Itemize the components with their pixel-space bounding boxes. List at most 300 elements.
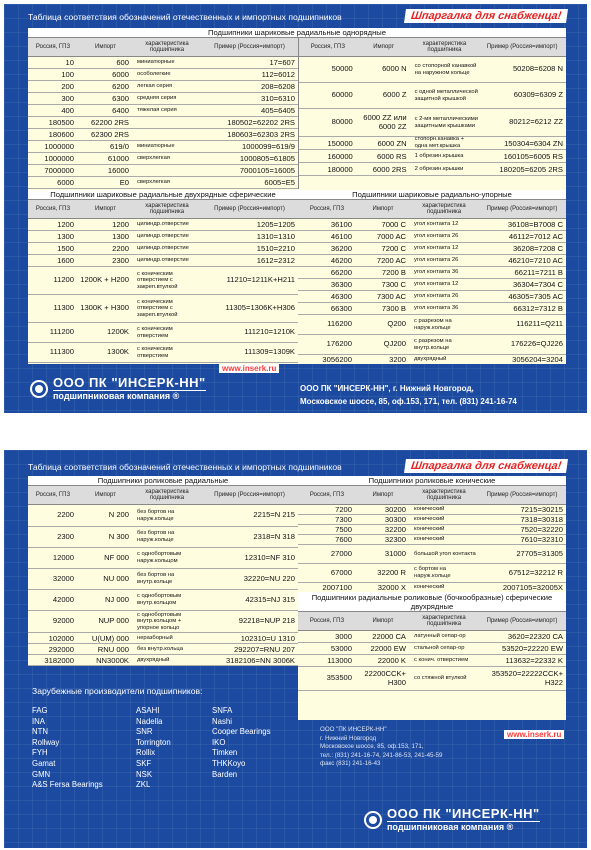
cell: угол контакта 12 (414, 281, 459, 288)
table-row (28, 177, 298, 189)
company-address (300, 382, 517, 408)
cell: без бортов на наруж.кольце (137, 508, 175, 522)
manufacturer-name: NSK (136, 769, 153, 779)
cell: 1000805=61805 (239, 154, 295, 163)
logo-icon (30, 380, 48, 398)
cell: 92000 (52, 616, 74, 626)
cell: 46112=7012 AC (508, 232, 563, 241)
table-row (299, 83, 566, 109)
cell: 31000 (384, 548, 406, 558)
cell: 6000 ZN (377, 138, 407, 148)
table-title: Подшипники шариковые радиальные однорядные (28, 28, 566, 38)
header-cell: Пример (Россия=импорт) (486, 491, 558, 498)
header-cell: Импорт (372, 205, 394, 212)
cell (133, 129, 201, 140)
cell: 6000 N (382, 64, 407, 74)
cell: 1612=2312 (256, 256, 295, 265)
cell: 6005=E5 (264, 178, 295, 187)
header-cell: Импорт (95, 491, 116, 498)
cell: со стопорной канавкой на наружном кольце (414, 62, 477, 76)
logo-icon (364, 811, 382, 829)
table-row (28, 569, 298, 590)
cell: 11305=1306K+H306 (225, 303, 295, 313)
cell: 80212=6212 ZZ (509, 117, 563, 127)
cell: 66312=7312 B (513, 304, 563, 313)
logo-tagline: подшипниковая компания ® (53, 390, 206, 402)
cell: 3620=22320 CA (507, 632, 563, 641)
cell: 6000 (57, 178, 74, 187)
table-row (298, 655, 566, 667)
manufacturer-name: INA (32, 716, 45, 726)
table-header-row (28, 200, 298, 219)
cell: тяжелая серия (137, 107, 177, 114)
cell: 16000 (107, 166, 129, 175)
cell: конический (414, 584, 445, 591)
table-row (28, 295, 298, 323)
table-row (298, 279, 566, 291)
cell: 60309=6309 Z (513, 90, 563, 100)
cell: 1200K (107, 327, 129, 337)
cell: цилиндр.отверстие (137, 233, 189, 240)
cell: 6000 Z (382, 90, 407, 100)
cell (133, 117, 201, 128)
cell: 7300 B (381, 304, 406, 313)
cell: 50000 (331, 64, 353, 74)
cell: 62300 2RS (91, 130, 129, 139)
header-cell: характеристика подшипника (422, 614, 466, 627)
cell: 3056200 (322, 355, 352, 364)
cell: 1000000 (44, 154, 74, 163)
cell: 3200 (389, 355, 406, 364)
table-row (28, 343, 298, 363)
cell: цилиндр.отверстие (137, 221, 189, 228)
cell: 32000 (52, 573, 74, 583)
cell: 46210=7210 AC (508, 256, 563, 265)
cell: угол контакта 36 (414, 305, 459, 312)
cell: 150304=6304 ZN (504, 138, 563, 148)
cell: 92218=NUP 218 (238, 616, 295, 626)
cell: 66300 (330, 304, 352, 313)
table-row (298, 545, 566, 564)
manufacturer-name: THKKoyo (212, 758, 246, 768)
cell: 7200 AC (376, 256, 406, 265)
cell: 1500 (57, 244, 74, 253)
cell: угол контакта 12 (414, 245, 459, 252)
cell: конический (414, 536, 445, 543)
cell: стопорн.канавка + одна мет.крышка (414, 137, 464, 149)
cell: 208=6208 (261, 82, 295, 91)
table-row (28, 153, 298, 165)
cell: 180500 (48, 118, 74, 127)
manufacturer-name: Gamat (32, 758, 56, 768)
header-cell: Импорт (95, 43, 116, 50)
table-header-row (298, 612, 566, 631)
table-row (298, 564, 566, 583)
cell: E0 (119, 178, 129, 187)
cell: 405=6405 (261, 106, 295, 115)
cell: N 200 (108, 510, 129, 520)
page-2-card (4, 450, 587, 848)
cell: сверхлегкая (137, 155, 170, 162)
table-row (298, 255, 566, 267)
cell: 2318=N 318 (253, 531, 295, 541)
cell: NUP 000 (98, 616, 129, 626)
table-title: Подшипники роликовые конические (298, 476, 566, 486)
table-row (298, 505, 566, 515)
cell: NU 000 (103, 573, 129, 583)
manufacturer-name: NTN (32, 727, 49, 737)
header-cell: Россия, ГПЗ (35, 205, 71, 212)
cell: QJ200 (383, 339, 406, 349)
cell: 32000 X (377, 583, 406, 592)
table-row (298, 243, 566, 255)
cell: U(UM) 000 (91, 633, 129, 643)
cell: 12310=NF 310 (244, 552, 295, 562)
cell: 160105=6005 RS (503, 151, 563, 161)
cell: 22000 K (377, 656, 406, 665)
cell: с коническим отверстием (137, 325, 173, 339)
manufacturer-name: Timken (212, 748, 238, 758)
table-title: Подшипники шариковые радиально-упорные (298, 190, 566, 200)
manufacturers-title: Зарубежные производители подшипников: (32, 686, 203, 696)
cell: неразборный (137, 634, 173, 641)
cell: с 2-мя металлическими защитными крышками (414, 115, 478, 129)
cell: с бортом на наруж.кольце (414, 566, 451, 579)
cell: 150000 (327, 138, 353, 148)
table-roller-radial (28, 476, 298, 666)
manufacturer-name: SNR (136, 727, 153, 737)
table-row (28, 93, 298, 105)
manufacturers-column-3 (212, 706, 271, 780)
table-row (299, 109, 566, 137)
table-row (28, 590, 298, 611)
table-row (298, 303, 566, 315)
table-row (298, 219, 566, 231)
cell: 50208=6208 N (512, 64, 563, 74)
cell: 3000 (335, 632, 352, 641)
cell: N 300 (108, 531, 129, 541)
cell: 46300 (330, 292, 352, 301)
cell: 32300 (384, 535, 406, 544)
table-row (28, 219, 298, 231)
cell: 36100 (330, 220, 352, 229)
cell: 180502=62202 2RS (227, 118, 295, 127)
table-row (28, 231, 298, 243)
cell: 100 (61, 70, 74, 79)
cell: 2007100 (322, 583, 352, 592)
page-1-slogan: Шпаргалка для снабженца! (404, 9, 568, 23)
cell: 53520=22220 EW (501, 644, 563, 653)
table-row (298, 515, 566, 525)
cell: 6400 (112, 106, 129, 115)
cell: 10 (65, 58, 74, 67)
cell: 7300 AC (376, 292, 406, 301)
table-row (298, 335, 566, 355)
cell: 1200 (112, 220, 129, 229)
manufacturer-name: SNFA (212, 706, 233, 715)
header-cell: Импорт (372, 617, 394, 624)
cell: без бортов на внутр.кольце (137, 572, 175, 585)
table-ball-double-row-spherical (28, 190, 298, 364)
table-row (28, 69, 298, 81)
cell: 2200 (57, 510, 74, 520)
cell: угол контакта 26 (414, 293, 459, 300)
cell: 11200 (53, 275, 74, 285)
cell: 292000 (48, 644, 74, 654)
cell: 7200 C (381, 244, 406, 253)
cell: с коническим отверстием (137, 345, 173, 359)
cell: 180603=62303 2RS (227, 130, 295, 139)
cell: 3182000 (44, 655, 74, 665)
header-cell: характеристика подшипника (145, 40, 189, 53)
manufacturer-name: Torrington (136, 737, 171, 747)
table-row (28, 505, 298, 527)
cell: 32220=NU 220 (243, 573, 295, 583)
table-row (28, 548, 298, 569)
table-row (28, 655, 298, 666)
cell: 1000000 (44, 142, 74, 151)
table-ball-angular-contact (298, 190, 566, 364)
cell: конический (414, 526, 445, 533)
table-ball-single-row (28, 28, 566, 190)
cell: с однобортовым внутр.кольцом (137, 593, 182, 606)
manufacturer-name: Rollway (32, 737, 60, 747)
cell: RNU 000 (97, 644, 129, 654)
manufacturers-column-1 (32, 706, 103, 791)
cell: 7520=32220 (520, 525, 563, 534)
address-line: тел.: (831) 241-16-74, 241-86-53, 241-45-59 (320, 751, 443, 759)
table-row (28, 644, 298, 655)
table-left-half (28, 38, 298, 189)
cell: 6000 RS (377, 151, 407, 161)
page-1-header: Таблица соответствия обозначений отечественных и импортных подшипников (28, 12, 342, 22)
company-logo-2 (364, 807, 540, 833)
manufacturer-name: A&S Fersa Bearings (32, 780, 103, 790)
cell: с разрезом на внутр.кольце (414, 337, 452, 351)
cell: угол контакта 26 (414, 233, 459, 240)
table-roller-spherical (298, 592, 566, 720)
cell: 1300K (107, 347, 129, 357)
cell (133, 165, 201, 176)
logo-tagline: подшипниковая компания ® (387, 821, 540, 833)
cell: 1205=1205 (256, 220, 295, 229)
cell: цилиндр.отверстие (137, 245, 189, 252)
cell: двухрядный (137, 656, 170, 663)
cell: 310=6310 (261, 94, 295, 103)
cell: 30200 (384, 505, 406, 514)
cell: 17=607 (269, 58, 295, 67)
table-row (298, 583, 566, 592)
table-row (299, 137, 566, 150)
cell: 30300 (384, 515, 406, 524)
table-row (28, 611, 298, 633)
table-row (298, 267, 566, 279)
table-row (299, 163, 566, 176)
page-2-slogan: Шпаргалка для снабженца! (404, 459, 568, 473)
address-line-1: ООО ПК "ИНСЕРК-НН", г. Нижний Новгород, (300, 384, 474, 393)
cell: 600 (116, 58, 129, 67)
cell: 7610=32310 (520, 535, 563, 544)
cell: 1310=1310 (256, 232, 295, 241)
header-cell: Россия, ГПЗ (310, 43, 345, 50)
cell: угол контакта 12 (414, 221, 459, 228)
table-header-row (28, 486, 298, 505)
cell: 160000 (327, 151, 353, 161)
cell: 7500 (335, 525, 352, 534)
table-row (28, 165, 298, 177)
cell: 2200 (112, 244, 129, 253)
cell: 66200 (330, 268, 352, 277)
table-roller-tapered (298, 476, 566, 592)
table-row (298, 525, 566, 535)
header-cell: Пример (Россия=импорт) (214, 491, 285, 498)
cell: 67512=32212 R (508, 567, 563, 577)
cell: 111210=1210K (244, 327, 295, 337)
manufacturer-name: Barden (212, 769, 238, 779)
cell: NF 000 (104, 552, 129, 562)
cell: двухрядный (414, 356, 447, 363)
table-row (28, 255, 298, 267)
cell: 42315=NJ 315 (245, 594, 295, 604)
cell: 111309=1309K (244, 347, 295, 357)
cell: 46100 (330, 232, 352, 241)
cell: с коническим отверстием с закреп.втулкой (137, 298, 178, 318)
address-line: ООО "ПК ИНСЕРК-НН" (320, 726, 387, 733)
table-row (28, 117, 298, 129)
cell: 176200 (326, 339, 352, 349)
table-header-row (299, 38, 566, 57)
logo-name: ООО ПК "ИНСЕРК-НН" (53, 375, 206, 390)
table-row (298, 643, 566, 655)
cell: 1 обрезин.крышка (414, 152, 464, 159)
cell: 60000 (331, 90, 353, 100)
cell: с однобортовым наруж.кольцом (137, 551, 182, 564)
cell: 6300 (112, 94, 129, 103)
cell: 42000 (52, 594, 74, 604)
table-row (28, 129, 298, 141)
cell: с разрезом на наруж.кольце (414, 317, 452, 331)
cell: 7200 (335, 505, 352, 514)
cell: 300 (61, 94, 74, 103)
cell: 1200K + H200 (80, 275, 129, 285)
table-row (298, 667, 566, 691)
cell: 2215=N 215 (253, 510, 295, 520)
cell: 53000 (330, 644, 352, 653)
cell: 7318=30318 (520, 515, 563, 524)
cell: 7600 (335, 535, 352, 544)
manufacturer-name: Nadella (136, 716, 163, 726)
logo-name: ООО ПК "ИНСЕРК-НН" (387, 806, 540, 821)
table-row (28, 57, 298, 69)
cell: 46305=7305 AC (508, 292, 563, 301)
header-cell: Пример (Россия=импорт) (486, 43, 558, 50)
cell: 32200 R (377, 567, 406, 577)
manufacturer-name: GMN (32, 769, 51, 779)
cell: с однобортовым внутр.кольцом + упорное кольцо (137, 611, 182, 631)
table-row (28, 527, 298, 548)
cell: легкая серия (137, 83, 173, 90)
cell: 292207=RNU 207 (233, 644, 295, 654)
table-row (299, 57, 566, 83)
table-row (28, 633, 298, 644)
cell: со стяжной втулкой (414, 675, 467, 682)
cell: 113632=22332 K (505, 656, 563, 665)
manufacturer-name: Nashi (212, 716, 232, 726)
header-cell: характеристика подшипника (145, 488, 189, 501)
table-header-row (28, 38, 298, 57)
cell: 102000 (48, 633, 74, 643)
cell: Q200 (387, 319, 406, 329)
header-cell: Россия, ГПЗ (309, 205, 345, 212)
cell: 7200 B (381, 268, 406, 277)
cell: миниатюрные (137, 59, 175, 66)
address-line: Московское шоссе, 85, оф.153, 171, (320, 743, 424, 751)
cell: средняя серия (137, 95, 177, 102)
cell: конический (414, 516, 445, 523)
cell: миниатюрные (137, 143, 175, 150)
cell: 7300 (335, 515, 352, 524)
header-cell: Импорт (372, 491, 394, 498)
header-cell: Импорт (95, 205, 116, 212)
website-link[interactable]: www.inserk.ru (219, 364, 279, 373)
address-line: г. Нижний Новгород (320, 734, 377, 742)
manufacturer-name: SKF (136, 758, 152, 768)
cell: 111200 (49, 327, 74, 337)
cell: 36208=7208 C (512, 244, 563, 253)
cell: 1510=2210 (256, 244, 295, 253)
cell: большой угол контакта (414, 550, 476, 557)
cell: 180205=6205 2RS (499, 164, 563, 174)
cell: 61000 (107, 154, 129, 163)
cell: с конич. отверстием (414, 657, 469, 664)
table-row (299, 150, 566, 163)
cell: 12000 (52, 552, 74, 562)
cell: 7215=30215 (520, 505, 563, 514)
cell: 46200 (330, 256, 352, 265)
table-row (28, 323, 298, 343)
cell: без внутр.кольца (137, 645, 183, 652)
cell: 111300 (49, 347, 74, 357)
cell: 27000 (330, 548, 352, 558)
header-cell: Импорт (373, 43, 395, 50)
table-row (298, 535, 566, 545)
page-1-card (4, 4, 587, 413)
cell: 22000 CA (372, 632, 406, 641)
cell: 6000 ZZ или 6000 2Z (363, 113, 407, 131)
website-link-2[interactable]: www.inserk.ru (504, 730, 564, 739)
cell: 67000 (330, 567, 352, 577)
cell: 113000 (327, 656, 352, 665)
cell: 66211=7211 B (514, 268, 563, 277)
cell: 2 обрезин.крышки (414, 165, 464, 172)
address-line-2: Московское шоссе, 85, оф.153, 171, тел. (831) 241-16-74 (300, 397, 517, 406)
cell: с коническим отверстием с закреп.втулкой (137, 270, 178, 290)
manufacturer-name: ASAHI (136, 706, 160, 715)
manufacturer-name: Rollix (136, 748, 156, 758)
header-cell: характеристика подшипника (422, 488, 466, 501)
cell: 1300K + H300 (80, 303, 129, 313)
header-cell: Пример (Россия=импорт) (486, 205, 558, 212)
cell: 11210=1211K+H211 (226, 275, 295, 285)
cell: 6000 2RS (372, 164, 407, 174)
cell: 116200 (327, 319, 352, 329)
table-row (28, 243, 298, 255)
cell: 1000099=619/9 (241, 142, 295, 151)
address-line: факс (831) 241-16-43 (320, 760, 381, 768)
table-row (298, 315, 566, 335)
cell: 116211=Q211 (516, 319, 563, 329)
cell: 32200 (384, 525, 406, 534)
